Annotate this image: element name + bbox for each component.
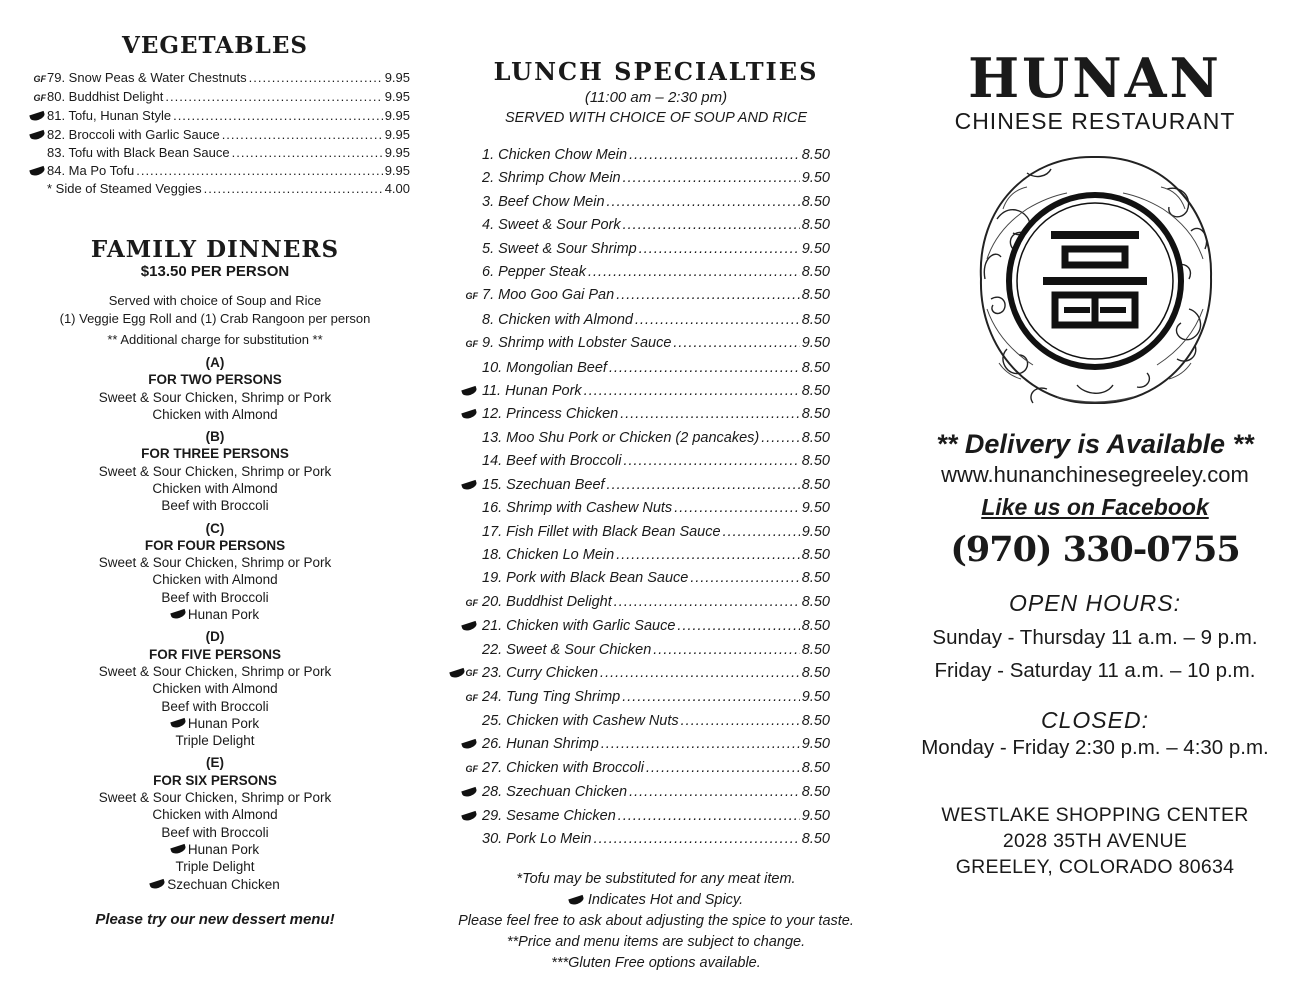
menu-item-price: 9.50 [801,736,830,753]
gluten-free-badge: GF [465,339,478,350]
menu-item-name: 16. Shrimp with Cashew Nuts [482,500,673,517]
menu-item [20,180,410,198]
package-letter: (D) [205,629,225,645]
family-package [20,428,410,514]
menu-item-price: 9.50 [801,500,830,517]
menu-item [436,781,830,804]
menu-item [436,261,830,284]
menu-item [436,309,830,332]
family-served: Served with choice of Soup and Rice [108,293,322,309]
package-item-text: Triple Delight [175,733,255,749]
menu-item-leader [690,567,799,590]
phone-number[interactable]: (970) 330-0755 [950,529,1240,570]
menu-item [436,427,830,450]
gluten-free-badge: GF [465,692,478,703]
lunch-note-text: ***Gluten Free options available. [551,955,761,972]
restaurant-name: HUNAN [968,46,1222,110]
menu-item-leader [681,710,800,733]
menu-item [436,497,830,520]
menu-item-price: 9.50 [801,523,830,540]
chili-pepper-icon [461,787,477,798]
menu-item-leader [232,144,383,162]
package-heading: FOR THREE PERSONS [141,446,289,462]
menu-item-leader [646,757,800,780]
menu-item [436,357,830,380]
menu-item-name: 2. Shrimp Chow Mein [482,170,621,187]
menu-item-marks [20,113,47,120]
lunch-note [436,911,876,932]
chili-pepper-icon [461,386,477,397]
package-item-text: Szechuan Chicken [167,876,280,892]
menu-item-leader [622,686,800,709]
menu-item-price: 8.50 [801,453,830,470]
menu-item [436,615,830,638]
package-item [20,480,410,497]
menu-item-leader [674,497,800,520]
menu-item-leader [609,357,800,380]
menu-item-name: 20. Buddhist Delight [482,593,612,610]
menu-item [436,403,830,426]
package-item [20,824,410,841]
lunch-served: SERVED WITH CHOICE OF SOUP AND RICE [504,110,808,126]
menu-item [436,284,830,308]
menu-item-name: 82. Broccoli with Garlic Sauce [47,126,220,142]
closed-title: CLOSED: [1041,707,1149,733]
menu-item [20,88,410,107]
family-package [20,354,410,423]
chili-pepper-icon [149,879,165,890]
package-item [20,406,410,423]
menu-item-price: 4.00 [384,181,410,197]
package-item [20,663,410,680]
menu-item-name: 83. Tofu with Black Bean Sauce [47,144,230,160]
menu-item [436,474,830,497]
right-panel [900,0,1290,880]
lunch-note [436,932,876,953]
menu-item-marks [436,741,482,748]
address [900,802,1290,880]
lunch-note [436,869,876,890]
menu-item-name: 22. Sweet & Sour Chicken [482,641,652,658]
longevity-emblem-icon [967,149,1223,411]
menu-item [436,662,830,686]
menu-item [436,828,830,851]
menu-item-price: 8.50 [801,546,830,563]
package-item-text: Sweet & Sour Chicken, Shrimp or Pork [98,663,332,679]
package-item-text: Beef with Broccoli [161,698,269,714]
menu-item-leader [616,544,800,567]
menu-item [20,144,410,162]
menu-item-price: 9.50 [801,688,830,705]
closed-hours-row: Monday - Friday 2:30 p.m. – 4:30 p.m. [921,736,1269,759]
menu-item-marks [436,662,482,685]
package-item-text: Hunan Pork [187,715,260,731]
menu-item-price: 8.50 [801,359,830,376]
menu-item-name: 79. Snow Peas & Water Chestnuts [47,70,247,85]
menu-item-price: 8.50 [801,784,830,801]
chili-pepper-icon [461,810,477,821]
menu-item-name: 28. Szechuan Chicken [482,784,628,801]
menu-item-leader [629,144,800,167]
package-item [20,806,410,823]
menu-item-price: 8.50 [801,383,830,400]
menu-item [436,214,830,237]
lunch-note [436,953,876,974]
chili-pepper-icon [449,668,465,679]
family-dinners-heading: FAMILY DINNERS [90,236,340,264]
package-item-text: Beef with Broccoli [161,498,269,514]
menu-item-marks [436,687,482,710]
menu-item-leader [673,332,799,355]
menu-item-price: 9.95 [384,163,410,179]
menu-item-price: 9.50 [801,240,830,257]
restaurant-subtitle: CHINESE RESTAURANT [954,108,1236,134]
menu-item-leader [584,380,800,403]
menu-item-leader [677,615,799,638]
menu-item-price: 8.50 [801,287,830,304]
menu-item-name: 1. Chicken Chow Mein [482,147,628,163]
package-letter: (E) [206,755,224,771]
package-item-text: Chicken with Almond [152,807,278,823]
menu-item-leader [588,261,800,284]
menu-item-name: 14. Beef with Broccoli [482,453,622,470]
menu-item [436,144,830,167]
open-hours-row: Sunday - Thursday 11 a.m. – 9 p.m. [932,626,1258,649]
menu-item [436,521,830,544]
menu-item-price: 8.50 [801,712,830,729]
menu-item-leader [723,521,800,544]
menu-item-price: 8.50 [801,641,830,658]
menu-item-name: 6. Pepper Steak [482,264,586,281]
menu-item [20,107,410,125]
menu-item-leader [600,662,800,685]
menu-item-name: 11. Hunan Pork [482,383,582,400]
package-item-text: Beef with Broccoli [161,824,269,840]
package-item-text: Hunan Pork [187,607,260,623]
menu-item-leader [761,427,800,450]
chili-pepper-icon [170,718,186,729]
package-item-text: Chicken with Almond [152,681,278,697]
menu-item-name: 25. Chicken with Cashew Nuts [482,712,679,729]
chili-pepper-icon [461,480,477,491]
left-panel [20,0,410,928]
middle-panel [436,0,876,974]
package-item [20,554,410,571]
menu-item-name: 30. Pork Lo Mein [482,830,592,847]
gluten-free-badge: GF [465,763,478,774]
package-item-text: Chicken with Almond [152,481,278,496]
address-line: GREELEY, COLORADO 80634 [955,856,1235,878]
menu-item-marks [436,285,482,308]
chili-pepper-icon [29,129,45,140]
menu-item-name: 21. Chicken with Garlic Sauce [482,618,676,635]
menu-item-leader [616,284,800,307]
vegetables-heading: VEGETABLES [121,32,308,59]
menu-item-price: 9.50 [801,335,830,352]
menu-item-leader [623,450,799,473]
menu-item-name: 3. Beef Chow Mein [482,193,605,210]
menu-item-price: 8.50 [801,618,830,635]
package-item-text: Beef with Broccoli [161,589,269,605]
address-line: WESTLAKE SHOPPING CENTER [941,804,1249,826]
menu-item-price: 8.50 [801,311,830,328]
family-package [20,754,410,892]
menu-item-price: 9.95 [384,126,410,142]
package-letter: (C) [205,520,225,536]
family-package [20,628,410,749]
menu-item [20,126,410,144]
menu-item-leader [620,403,800,426]
website-link[interactable]: www.hunanchinesegreeley.com [941,462,1249,487]
chili-pepper-icon [461,621,477,632]
menu-item-name: 84. Ma Po Tofu [47,163,135,179]
menu-item-price: 8.50 [801,476,830,493]
package-item [20,389,410,406]
gluten-free-badge: GF [465,667,478,678]
menu-item-name: * Side of Steamed Veggies [47,181,202,197]
chili-pepper-icon [170,844,186,855]
facebook-link[interactable]: Like us on Facebook [981,494,1209,520]
menu-item-name: 81. Tofu, Hunan Style [47,108,172,124]
open-hours-row: Friday - Saturday 11 a.m. – 10 p.m. [934,659,1256,682]
package-item-text: Chicken with Almond [152,406,278,422]
menu-item-marks [20,168,47,175]
address-line: 2028 35TH AVENUE [1002,830,1188,852]
family-packages [20,354,410,893]
package-item-text: Hunan Pork [187,841,260,857]
package-item-text: Sweet & Sour Chicken, Shrimp or Pork [98,389,332,405]
package-item [20,497,410,514]
menu-item [436,710,830,733]
menu-item-leader [639,238,800,261]
menu-item [436,544,830,567]
menu-item-name: 24. Tung Ting Shrimp [482,688,621,705]
menu-item-leader [222,126,383,144]
menu-item-name: 18. Chicken Lo Mein [482,546,615,563]
menu-item-price: 8.50 [801,217,830,234]
menu-item-price: 8.50 [801,147,830,163]
menu-item-marks [436,623,482,630]
menu-item [436,167,830,190]
menu-item-marks [436,388,482,395]
menu-item-marks [436,592,482,615]
package-letter: (B) [205,429,225,445]
gluten-free-badge: GF [465,597,478,608]
package-item-text: Triple Delight [175,859,255,875]
menu-item-price: 9.50 [801,170,830,187]
package-item [20,463,410,480]
lunch-hours: (11:00 am – 2:30 pm) [584,89,728,106]
chili-pepper-icon [170,609,186,620]
package-item-text: Chicken with Almond [152,572,278,588]
menu-item-name: 7. Moo Goo Gai Pan [482,287,615,304]
package-item-text: Sweet & Sour Chicken, Shrimp or Pork [98,790,332,806]
menu-item-leader [165,88,382,106]
package-item [20,876,410,893]
menu-item-price: 8.50 [801,759,830,776]
menu-item-price: 9.50 [801,807,830,824]
menu-item-marks [436,813,482,820]
gluten-free-badge: GF [33,74,46,84]
package-item [20,732,410,749]
package-item [20,858,410,875]
menu-item [436,450,830,473]
menu-item-price: 8.50 [801,264,830,281]
package-item-text: Sweet & Sour Chicken, Shrimp or Pork [98,463,332,479]
menu-item-name: 26. Hunan Shrimp [482,736,599,753]
menu-item-marks [436,482,482,489]
menu-item-name: 10. Mongolian Beef [482,359,607,376]
gluten-free-badge: GF [33,93,46,104]
dessert-note: Please try our new dessert menu! [95,910,335,928]
menu-item [436,191,830,214]
menu-item-leader [618,805,800,828]
menu-item [436,567,830,590]
menu-item-leader [601,733,800,756]
menu-item-name: 15. Szechuan Beef [482,476,605,493]
chili-pepper-icon [568,895,584,906]
family-package [20,520,410,624]
menu-item-leader [653,639,800,662]
package-item [20,571,410,588]
menu-item-leader [614,591,800,614]
menu-item [20,162,410,180]
family-substitution-note: ** Additional charge for substitution ** [107,332,323,348]
menu-item-name: 12. Princess Chicken [482,406,619,423]
package-heading: FOR FIVE PERSONS [148,646,282,662]
menu-item-name: 17. Fish Fillet with Black Bean Sauce [482,523,721,540]
lunch-note [436,890,876,911]
menu-item-price: 8.50 [801,429,830,446]
menu-item-leader [623,214,800,237]
menu-item-price: 8.50 [801,406,830,423]
menu-item-marks [436,333,482,356]
vegetables-list [20,69,410,198]
package-heading: FOR TWO PERSONS [148,372,282,388]
menu-item-leader [136,162,382,180]
lunch-list [436,144,830,851]
menu-item-name: 80. Buddhist Delight [47,89,164,105]
menu-item-name: 4. Sweet & Sour Pork [482,217,621,234]
open-hours-title: OPEN HOURS: [1008,590,1182,616]
menu-item-leader [623,167,800,190]
delivery-banner: ** Delivery is Available ** [936,429,1254,459]
menu-item [20,69,410,88]
menu-item-price: 8.50 [801,830,830,847]
lunch-note-text: **Price and menu items are subject to change. [506,934,806,951]
menu-item-price: 8.50 [801,570,830,587]
menu-item-marks [436,758,482,781]
chili-pepper-icon [29,166,45,177]
package-item [20,698,410,715]
chili-pepper-icon [461,739,477,750]
menu-item-price: 9.95 [384,70,410,85]
lunch-notes [436,869,876,974]
package-letter: (A) [205,354,225,370]
menu-item [436,733,830,756]
menu-item [436,591,830,615]
package-item [20,680,410,697]
menu-item-name: 19. Pork with Black Bean Sauce [482,570,689,587]
menu-item [436,757,830,781]
menu-item-leader [204,180,383,198]
menu-item-name: 8. Chicken with Almond [482,311,633,328]
menu-item-leader [607,474,800,497]
menu-item [436,238,830,261]
package-item [20,589,410,606]
menu-item-leader [249,69,383,87]
menu-item-leader [635,309,800,332]
menu-item-price: 9.95 [384,108,410,124]
menu-item-leader [629,781,800,804]
menu-item-price: 8.50 [801,665,830,682]
menu-item-marks [436,789,482,796]
menu-item-leader [607,191,800,214]
menu-item-name: 23. Curry Chicken [482,665,599,682]
lunch-note-text: Please feel free to ask about adjusting the spice to your taste. [458,913,854,930]
menu-item-price: 9.95 [384,144,410,160]
gluten-free-badge: GF [465,291,478,302]
package-item [20,606,410,623]
menu-item-name: 27. Chicken with Broccoli [482,759,644,776]
chili-pepper-icon [461,409,477,420]
menu-item-marks [20,89,47,107]
family-includes: (1) Veggie Egg Roll and (1) Crab Rangoon per person [59,310,371,326]
menu-item-price: 8.50 [801,193,830,210]
lunch-note-text: *Tofu may be substituted for any meat item. [516,871,796,888]
package-item [20,789,410,806]
menu-item-name: 29. Sesame Chicken [482,807,616,824]
menu-item-marks [20,132,47,139]
menu-item [436,380,830,403]
family-price: $13.50 PER PERSON [140,263,290,281]
menu-item-name: 9. Shrimp with Lobster Sauce [482,335,672,352]
menu-item-price: 8.50 [801,593,830,610]
lunch-note-text: Indicates Hot and Spicy. [587,892,744,909]
lunch-heading: LUNCH SPECIALTIES [493,57,819,86]
menu-item-price: 9.95 [384,89,410,105]
package-item-text: Sweet & Sour Chicken, Shrimp or Pork [98,555,332,571]
package-item [20,715,410,732]
menu-item-marks [436,411,482,418]
menu-item-marks [20,70,47,88]
menu-item-name: 5. Sweet & Sour Shrimp [482,240,637,257]
package-heading: FOR FOUR PERSONS [144,537,286,553]
chili-pepper-icon [29,111,45,122]
menu-item-leader [173,107,383,125]
package-heading: FOR SIX PERSONS [153,772,277,788]
menu-item [436,639,830,662]
menu-item [436,332,830,356]
menu-item-name: 13. Moo Shu Pork or Chicken (2 pancakes) [482,429,760,446]
menu-item-leader [594,828,800,851]
package-item [20,841,410,858]
menu-item [436,805,830,828]
menu-item [436,686,830,710]
